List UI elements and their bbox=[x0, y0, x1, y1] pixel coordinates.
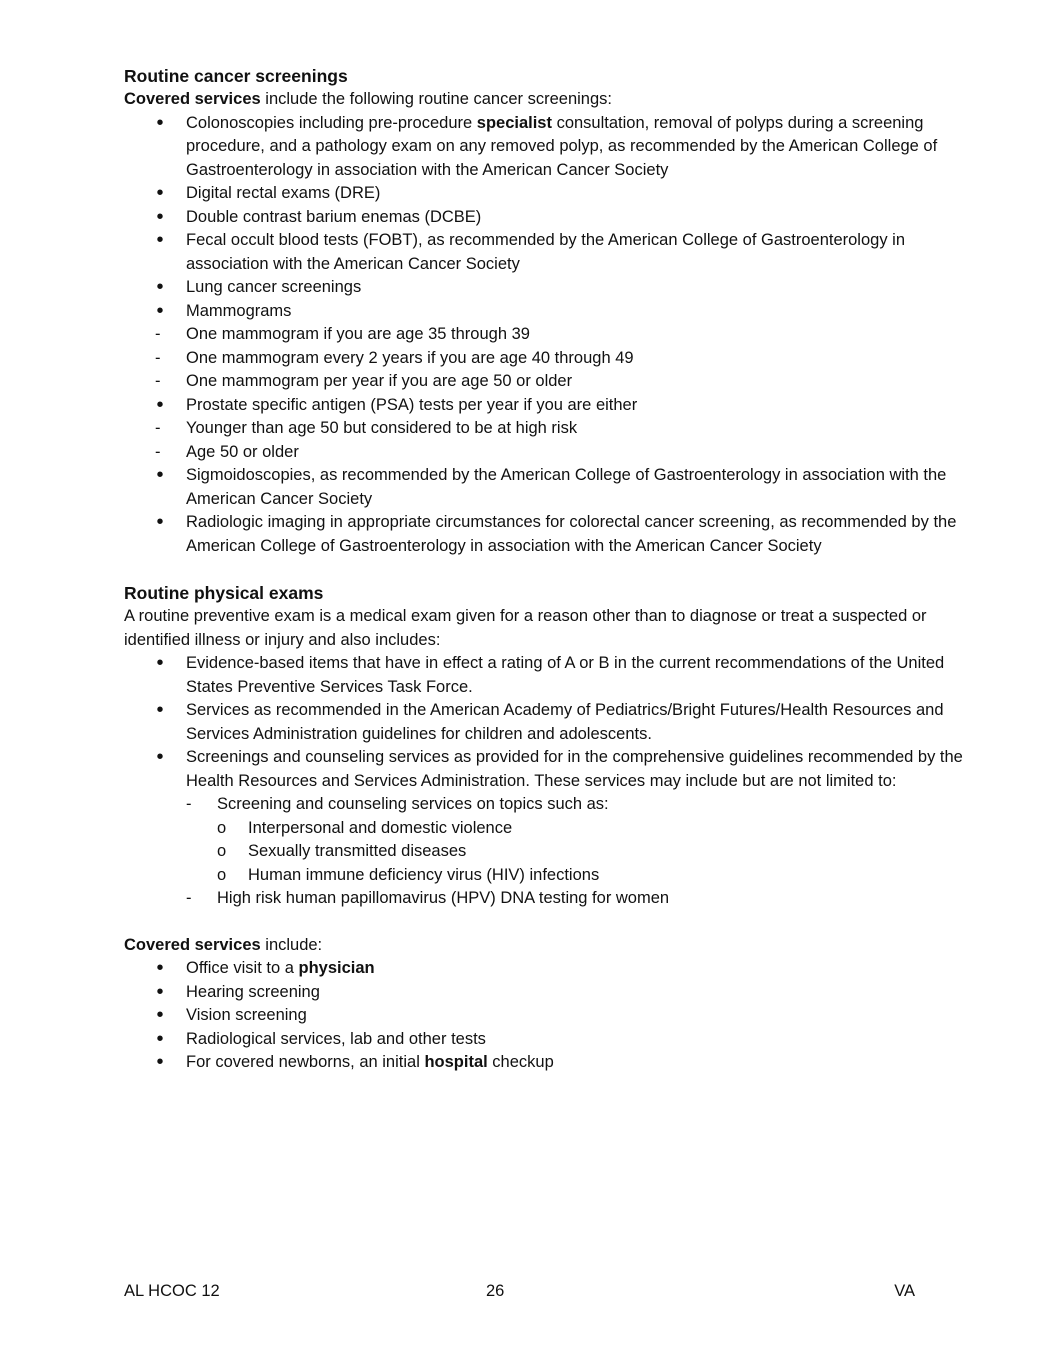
sublist-item: - One mammogram per year if you are age 50 or older bbox=[124, 370, 990, 394]
physical-exams-list bbox=[124, 652, 990, 911]
sublist-item: - One mammogram every 2 years if you are age 40 through 49 bbox=[124, 347, 990, 371]
bullet-icon bbox=[155, 981, 165, 1006]
document-page bbox=[124, 64, 990, 1075]
list-item: • Hearing screening bbox=[124, 981, 990, 1005]
list-item: • Evidence-based items that have in effect a rating of A or B in the current recommendations of the United States Preventive Services Task Force. bbox=[124, 652, 990, 699]
circle-bullet-icon: o bbox=[217, 842, 227, 860]
list-item: • Mammograms - One mammogram if you are age 35 through 39 - One mammogram every 2 years if you are age 40 through 49 - One mammogram per year if you are age 50 or older bbox=[124, 300, 990, 394]
bullet-icon bbox=[155, 1004, 165, 1029]
page-footer bbox=[124, 1280, 915, 1304]
list-item: • For covered newborns, an initial hospital checkup bbox=[124, 1051, 990, 1075]
sublist-item: - Younger than age 50 but considered to be at high risk bbox=[124, 417, 990, 441]
bullet-icon bbox=[155, 206, 165, 231]
section-intro: Covered services include the following routine cancer screenings: bbox=[124, 90, 612, 108]
dash-icon: - bbox=[155, 325, 161, 343]
topic-item: o Sexually transmitted diseases bbox=[217, 840, 990, 864]
section-heading-cancer-screenings: Routine cancer screenings bbox=[124, 66, 348, 86]
bullet-icon bbox=[155, 1051, 165, 1076]
specialist-term: specialist bbox=[476, 113, 552, 132]
list-item: • Office visit to a physician bbox=[124, 957, 990, 981]
bullet-icon bbox=[155, 699, 165, 724]
section-heading-physical-exams: Routine physical exams bbox=[124, 583, 324, 603]
bullet-icon bbox=[155, 112, 165, 137]
covered-services-list bbox=[124, 957, 990, 1075]
bullet-icon bbox=[155, 182, 165, 207]
topic-item: o Interpersonal and domestic violence bbox=[217, 817, 990, 841]
topic-item: o Human immune deficiency virus (HIV) infections bbox=[217, 864, 990, 888]
dash-icon: - bbox=[155, 348, 161, 367]
bullet-icon bbox=[155, 229, 165, 254]
list-item: • Fecal occult blood tests (FOBT), as recommended by the American College of Gastroenterology in association with the American Cancer Society bbox=[124, 229, 990, 276]
list-item: • Prostate specific antigen (PSA) tests per year if you are either - Younger than age 50 but considered to be at high risk - Age 50 or older bbox=[124, 394, 990, 465]
section-intro: A routine preventive exam is a medical exam given for a reason other than to diagnose or treat a suspected or identified illness or injury and also includes: bbox=[124, 607, 927, 649]
list-item: • Colonoscopies including pre-procedure specialist consultation, removal of polyps during a screening procedure, and a pathology exam on any removed polyp, as recommended by the American College of Gastroenterology in association with the American Cancer Society bbox=[124, 112, 990, 183]
cancer-screenings-list bbox=[124, 112, 990, 559]
hospital-term: hospital bbox=[424, 1053, 488, 1071]
list-item: • Lung cancer screenings bbox=[124, 276, 990, 300]
physician-term: physician bbox=[298, 959, 375, 977]
sublist-item: - High risk human papillomavirus (HPV) DNA testing for women bbox=[186, 887, 990, 911]
list-item: • Screenings and counseling services as provided for in the comprehensive guidelines recommended by the Health Resources and Services Administration. These services may include but are not limited to: - Screening and counseling services on topics such as: o Interpersonal and domestic violence o Sexually transmitted diseases o Human immune deficiency virus (HIV) infections - High risk human papillomavirus (HPV) DNA testing for women bbox=[124, 746, 990, 911]
bullet-icon bbox=[155, 511, 165, 536]
bullet-icon bbox=[155, 300, 165, 325]
sublist-item: - Screening and counseling services on topics such as: o Interpersonal and domestic violence o Sexually transmitted diseases o Human immune deficiency virus (HIV) infections bbox=[186, 793, 990, 887]
bullet-icon bbox=[155, 1028, 165, 1053]
mammogram-sublist bbox=[124, 323, 990, 394]
covered-services-term: Covered services bbox=[124, 90, 261, 108]
dash-icon: - bbox=[155, 442, 161, 461]
dash-icon: - bbox=[155, 419, 161, 437]
page-number: 26 bbox=[486, 1282, 505, 1300]
list-item: • Vision screening bbox=[124, 1004, 990, 1028]
bullet-icon bbox=[155, 746, 165, 771]
sublist-item: - Age 50 or older bbox=[124, 441, 990, 465]
topics-sublist bbox=[217, 817, 990, 888]
bullet-icon bbox=[155, 276, 165, 301]
list-item: • Radiological services, lab and other tests bbox=[124, 1028, 990, 1052]
dash-icon: - bbox=[155, 372, 161, 390]
circle-bullet-icon: o bbox=[217, 818, 227, 837]
covered-services-term: Covered services bbox=[124, 935, 261, 954]
bullet-icon bbox=[155, 464, 165, 489]
screening-sublist bbox=[186, 793, 990, 911]
list-item: • Double contrast barium enemas (DCBE) bbox=[124, 206, 990, 230]
list-item: • Radiologic imaging in appropriate circumstances for colorectal cancer screening, as recommended by the American College of Gastroenterology in association with the American Cancer Society bbox=[124, 511, 990, 558]
list-item: • Digital rectal exams (DRE) bbox=[124, 182, 990, 206]
list-item: • Services as recommended in the American Academy of Pediatrics/Bright Futures/Health Resources and Services Administration guidelines for children and adolescents. bbox=[124, 699, 990, 746]
footer-state: VA bbox=[894, 1282, 915, 1300]
footer-doc-id: AL HCOC 12 bbox=[124, 1282, 220, 1300]
dash-icon: - bbox=[186, 889, 192, 907]
dash-icon: - bbox=[186, 795, 192, 813]
sublist-item: - One mammogram if you are age 35 through 39 bbox=[124, 323, 990, 347]
bullet-icon bbox=[155, 394, 165, 419]
psa-sublist bbox=[124, 417, 990, 464]
circle-bullet-icon: o bbox=[217, 865, 227, 884]
bullet-icon bbox=[155, 652, 165, 677]
list-item: • Sigmoidoscopies, as recommended by the American College of Gastroenterology in association with the American Cancer Society bbox=[124, 464, 990, 511]
covered-services-intro: Covered services include: bbox=[124, 935, 323, 954]
bullet-icon bbox=[155, 957, 165, 982]
